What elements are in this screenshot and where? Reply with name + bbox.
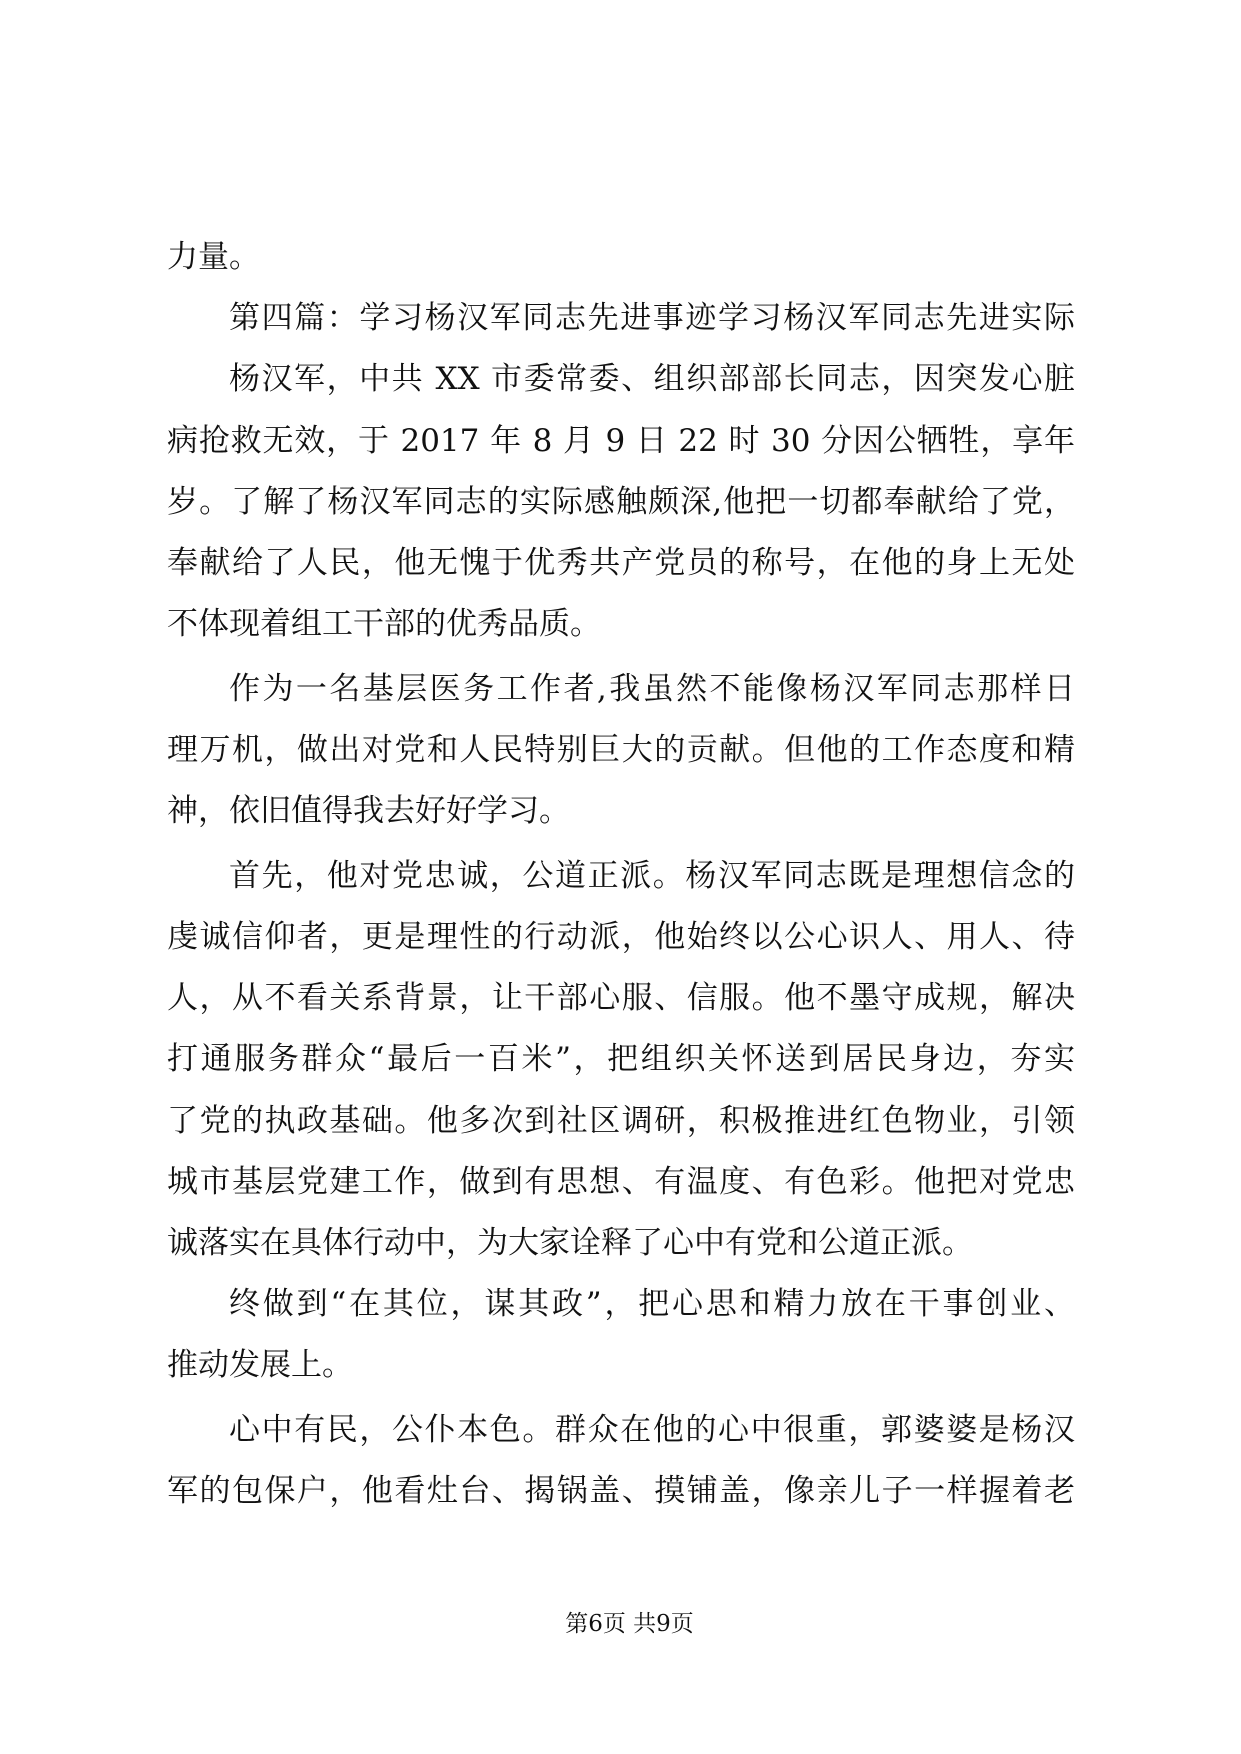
paragraph (167, 659, 1075, 843)
text-line: 杨汉军，中共 XX 市委常委、组织部部长同志，因突发心脏 (229, 361, 1075, 398)
text-line: 虔诚信仰者，更是理性的行动派，他始终以公心识人、用人、待 (167, 919, 1075, 956)
text-line: 力量。 (167, 239, 260, 275)
page-footer: 第6页 共9页 (565, 1611, 694, 1637)
paragraph (167, 1274, 1075, 1396)
paragraph (167, 227, 1075, 288)
text-line: 理万机，做出对党和人民特别巨大的贡献。但他的工作态度和精 (167, 732, 1075, 768)
text-line: 心中有民，公仆本色。群众在他的心中很重，郭婆婆是杨汉 (229, 1412, 1075, 1449)
text-line: 作为一名基层医务工作者,我虽然不能像杨汉军同志那样日 (229, 670, 1075, 707)
text-line: 军的包保户，他看灶台、揭锅盖、摸铺盖，像亲儿子一样握着老 (167, 1473, 1075, 1510)
text-line: 推动发展上。 (167, 1347, 353, 1384)
document-body (167, 227, 1075, 1522)
text-line: 人，从不看关系背景，让干部心服、信服。他不墨守成规，解决 (167, 980, 1075, 1017)
text-line: 了党的执政基础。他多次到社区调研，积极推进红色物业，引领 (167, 1102, 1075, 1139)
text-line: 不体现着组工干部的优秀品质。 (167, 606, 601, 643)
text-line: 病抢救无效，于 2017 年 8 月 9 日 22 时 30 分因公牺牲，享年 (167, 422, 1075, 459)
text-line: 第四篇：学习杨汉军同志先进事迹学习杨汉军同志先进实际 (229, 300, 1075, 337)
text-line: 神，依旧值得我去好好学习。 (167, 793, 570, 830)
paragraph (167, 1400, 1075, 1522)
text-line: 打通服务群众“最后一百米”，把组织关怀送到居民身边，夯实 (167, 1041, 1075, 1078)
paragraph (167, 349, 1075, 655)
text-line: 首先，他对党忠诚，公道正派。杨汉军同志既是理想信念的 (229, 857, 1075, 894)
paragraph (167, 846, 1075, 1274)
section-heading (167, 288, 1075, 349)
text-line: 城市基层党建工作，做到有思想、有温度、有色彩。他把对党忠 (167, 1163, 1075, 1200)
text-line: 岁。了解了杨汉军同志的实际感触颇深,他把一切都奉献给了党， (167, 483, 1075, 520)
text-line: 诚落实在具体行动中，为大家诠释了心中有党和公道正派。 (167, 1225, 973, 1261)
text-line: 终做到“在其位，谋其政”，把心思和精力放在干事创业、 (229, 1286, 1075, 1323)
text-line: 奉献给了人民，他无愧于优秀共产党员的称号，在他的身上无处 (167, 544, 1075, 581)
